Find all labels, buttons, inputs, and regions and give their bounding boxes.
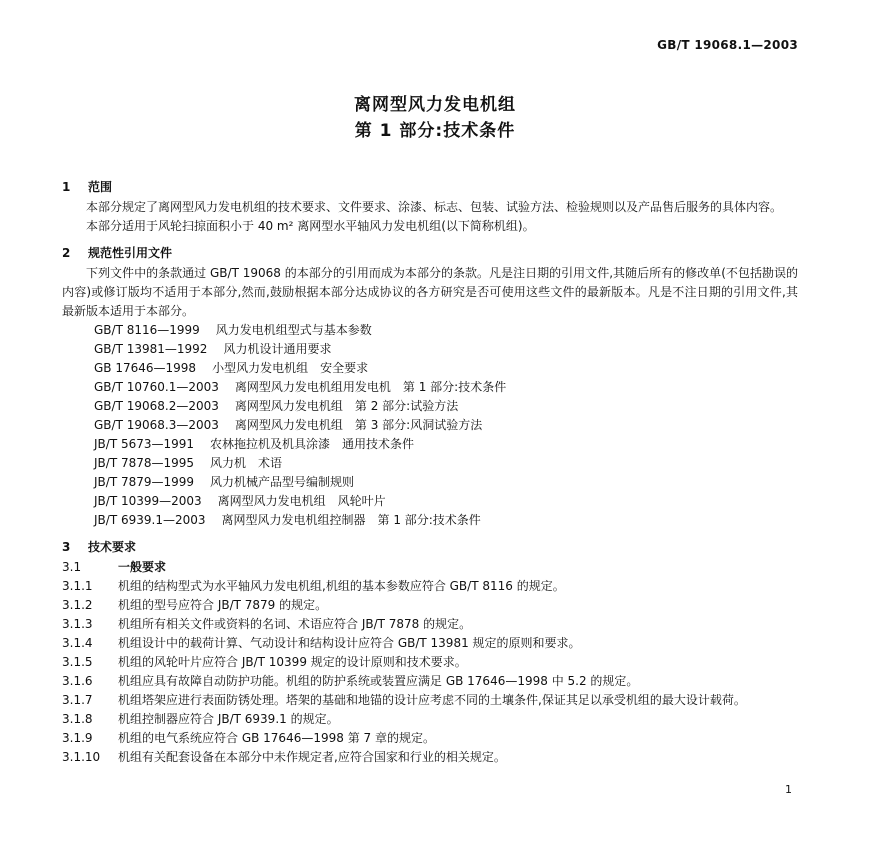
clause-number: 3.1.6 <box>62 674 93 688</box>
clause-list <box>62 558 798 767</box>
section-heading-technical-requirements <box>62 536 798 558</box>
reference-title: 离网型风力发电机组控制器 第 1 部分:技术条件 <box>221 513 481 527</box>
reference-title: 离网型风力发电机组 第 3 部分:风洞试验方法 <box>234 418 483 432</box>
clause-text: 机组的型号应符合 JB/T 7879 的规定。 <box>118 598 328 612</box>
clause-number: 3.1.8 <box>62 712 93 726</box>
clause-number: 3.1.3 <box>62 617 93 631</box>
clause-item <box>62 653 798 672</box>
section-number: 1 <box>62 180 71 194</box>
reference-title: 风力机械产品型号编制规则 <box>210 475 355 489</box>
section-title: 技术要求 <box>88 540 137 554</box>
reference-list <box>62 321 798 530</box>
reference-code: JB/T 7878—1995 <box>94 456 195 470</box>
paragraph: 本部分规定了离网型风力发电机组的技术要求、文件要求、涂漆、标志、包装、试验方法、检验规则以及产品售后服务的具体内容。 <box>86 200 783 214</box>
reference-code: JB/T 7879—1999 <box>94 475 195 489</box>
title-block <box>0 92 870 144</box>
section-heading-scope <box>62 176 798 198</box>
reference-item <box>62 454 798 473</box>
reference-item <box>62 416 798 435</box>
reference-item <box>62 340 798 359</box>
reference-item <box>62 397 798 416</box>
section-title: 规范性引用文件 <box>88 246 173 260</box>
document-subtitle: 第 1 部分:技术条件 <box>354 121 516 141</box>
paragraph: 本部分适用于风轮扫掠面积小于 40 m² 离网型水平轴风力发电机组(以下简称机组)。 <box>86 219 535 233</box>
page-number: 1 <box>785 783 792 796</box>
clause-text: 机组塔架应进行表面防锈处理。塔架的基础和地锚的设计应考虑不同的土壤条件,保证其足以承受机组的最大设计载荷。 <box>118 693 746 707</box>
clause-item <box>62 748 798 767</box>
clause-number: 3.1.5 <box>62 655 93 669</box>
clause-text: 一般要求 <box>118 560 167 574</box>
clause-text: 机组的电气系统应符合 GB 17646—1998 第 7 章的规定。 <box>118 731 435 745</box>
clause-text: 机组的风轮叶片应符合 JB/T 10399 规定的设计原则和技术要求。 <box>118 655 467 669</box>
reference-title: 离网型风力发电机组 第 2 部分:试验方法 <box>234 399 459 413</box>
reference-item <box>62 378 798 397</box>
reference-item <box>62 473 798 492</box>
reference-item <box>62 359 798 378</box>
clause-text: 机组所有相关文件或资料的名词、术语应符合 JB/T 7878 的规定。 <box>118 617 472 631</box>
reference-item <box>62 511 798 530</box>
paragraph: 下列文件中的条款通过 GB/T 19068 的本部分的引用而成为本部分的条款。凡是注日期的引用文件,其随后所有的修改单(不包括勘误的内容)或修订版均不适用于本部分,然而,鼓励根据本部分达成协议的各方研究是否可使用这些文件的最新版本。凡是不注日期的引用文件,其最新版本适用于本部分。 <box>62 266 798 318</box>
reference-code: GB/T 10760.1—2003 <box>94 380 219 394</box>
standard-number: GB/T 19068.1—2003 <box>657 38 798 52</box>
clause-item <box>62 634 798 653</box>
reference-code: JB/T 5673—1991 <box>94 437 195 451</box>
clause-number: 3.1.10 <box>62 750 101 764</box>
clause-item <box>62 615 798 634</box>
reference-item <box>62 492 798 511</box>
clause-item <box>62 672 798 691</box>
section-number: 2 <box>62 246 71 260</box>
clause-number: 3.1.1 <box>62 579 93 593</box>
clause-number: 3.1.2 <box>62 598 93 612</box>
section-heading-normative-references <box>62 242 798 264</box>
reference-title: 离网型风力发电机组 风轮叶片 <box>217 494 386 508</box>
reference-code: JB/T 10399—2003 <box>94 494 202 508</box>
clause-text: 机组有关配套设备在本部分中未作规定者,应符合国家和行业的相关规定。 <box>118 750 506 764</box>
reference-title: 离网型风力发电机组用发电机 第 1 部分:技术条件 <box>234 380 507 394</box>
reference-code: GB/T 8116—1999 <box>94 323 200 337</box>
clause-number: 3.1.4 <box>62 636 93 650</box>
clause-item <box>62 596 798 615</box>
section-title: 范围 <box>88 180 113 194</box>
reference-code: GB 17646—1998 <box>94 361 197 375</box>
clause-item <box>62 558 798 577</box>
clause-number: 3.1.9 <box>62 731 93 745</box>
clause-item <box>62 691 798 710</box>
clause-text: 机组的结构型式为水平轴风力发电机组,机组的基本参数应符合 GB/T 8116 的规定。 <box>118 579 565 593</box>
reference-item <box>62 435 798 454</box>
clause-text: 机组应具有故障自动防护功能。机组的防护系统或装置应满足 GB 17646—1998 中 5.2 的规定。 <box>118 674 639 688</box>
clause-item <box>62 577 798 596</box>
reference-title: 风力发电机组型式与基本参数 <box>215 323 372 337</box>
reference-code: GB/T 19068.3—2003 <box>94 418 219 432</box>
clause-item <box>62 710 798 729</box>
reference-code: JB/T 6939.1—2003 <box>94 513 206 527</box>
clause-text: 机组控制器应符合 JB/T 6939.1 的规定。 <box>118 712 339 726</box>
reference-title: 风力机设计通用要求 <box>223 342 332 356</box>
reference-title: 农林拖拉机及机具涂漆 通用技术条件 <box>210 437 415 451</box>
document-title: 离网型风力发电机组 <box>354 95 516 115</box>
reference-item <box>62 321 798 340</box>
reference-title: 小型风力发电机组 安全要求 <box>212 361 369 375</box>
reference-code: GB/T 13981—1992 <box>94 342 208 356</box>
section-number: 3 <box>62 540 71 554</box>
clause-number: 3.1.7 <box>62 693 93 707</box>
reference-title: 风力机 术语 <box>210 456 283 470</box>
clause-item <box>62 729 798 748</box>
document-body <box>62 170 798 767</box>
clause-number: 3.1 <box>62 560 82 574</box>
reference-code: GB/T 19068.2—2003 <box>94 399 219 413</box>
clause-text: 机组设计中的载荷计算、气动设计和结构设计应符合 GB/T 13981 规定的原则和要求。 <box>118 636 581 650</box>
